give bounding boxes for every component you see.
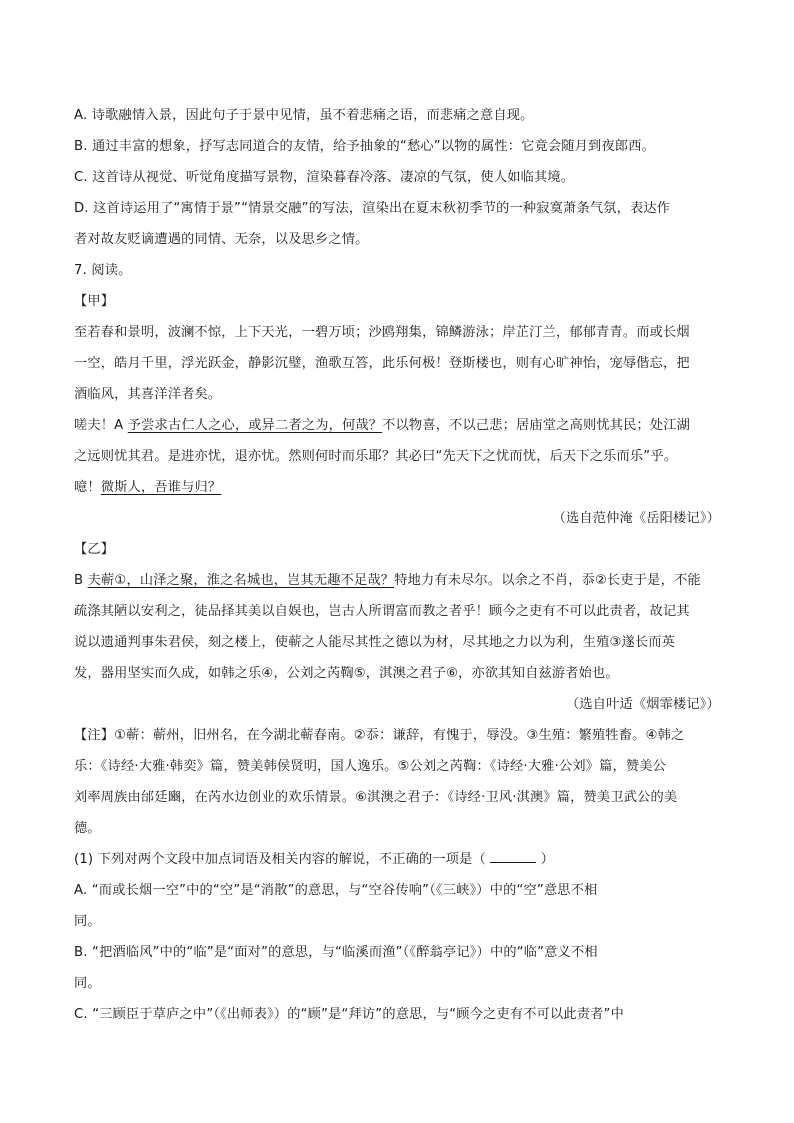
text-line: A. “而或长烟一空”中的“空”是“消散”的意思，与“空谷传响”（《三峡》）中的“空”意思不相 <box>74 883 598 898</box>
underlined-segment: 夫蕲①，山泽之聚，淮之名城也，岂其无趣不足哉？ <box>87 573 395 588</box>
text-line: 疏涤其陋以安利之，徒品择其美以自娱也，岂古人所谓富而教之者乎！顾今之吏有不可以此责者，故记其 <box>74 604 690 619</box>
text-segment: 噫！ <box>74 480 101 495</box>
text-line: 刘率周族由邰廷豳，在芮水边创业的欢乐情景。⑥淇澳之君子：《诗经·卫风·淇澳》篇，赞美卫武公的美 <box>74 790 678 805</box>
text-line: 一空，皓月千里，浮光跃金，静影沉璧，渔歌互答，此乐何极！登斯楼也，则有心旷神怡，宠辱偕忘，把 <box>74 356 690 371</box>
text-segment: 嗟夫！A <box>74 418 128 433</box>
text-line: 者对故友贬谪遭遇的同情、无奈，以及思乡之情。 <box>74 232 369 247</box>
text-line: 【甲】 <box>74 294 115 309</box>
text-line <box>74 565 720 596</box>
text-segment: ） <box>536 852 555 867</box>
text-line: 发，器用坚实而久成，如韩之乐④，公刘之芮鞫⑤，淇澳之君子⑥，亦欲其知自兹游者始也。 <box>74 666 619 681</box>
text-line: 酒临风，其喜洋洋者矣。 <box>74 387 222 402</box>
text-line: 德。 <box>74 821 101 836</box>
text-line: B. “把酒临风”中的“临”是“面对”的意思，与“临溪而渔”（《醉翁亭记》）中的“临”意义不相 <box>74 945 598 960</box>
text-line: 之远则忧其君。是进亦忧，退亦忧。然则何时而乐耶？其必曰“先天下之忧而忧，后天下之乐而乐”乎。 <box>74 449 678 464</box>
text-line: C. 这首诗从视觉、听觉角度描写景物，渲染暮春冷落、凄凉的气氛，使人如临其境。 <box>74 170 575 185</box>
underlined-segment: 微斯人，吾谁与归？ <box>100 480 222 495</box>
text-segment: 不以物喜，不以己悲；居庙堂之高则忧其民；处江湖 <box>382 418 691 433</box>
text-line: 【注】①蕲：蕲州，旧州名，在今湖北蕲春南。②忝：谦辞，有愧于，辱没。③生殖：繁殖牲畜。④韩之 <box>74 728 685 743</box>
document-body <box>74 100 720 1030</box>
text-line: 同。 <box>74 976 101 991</box>
text-line <box>74 844 720 875</box>
text-segment: B <box>74 573 88 588</box>
text-line: 同。 <box>74 914 101 929</box>
text-line: C. “三顾臣于草庐之中”（《出师表》）的“顾”是“拜访”的意思，与“顾今之吏有不可以此责者”中 <box>74 1007 624 1022</box>
answer-blank <box>490 848 536 863</box>
text-line: B. 通过丰富的想象，抒写志同道合的友情，给予抽象的“愁心”以物的属性：它竟会随月到夜郎西。 <box>74 139 655 154</box>
text-line: D. 这首诗运用了“寓情于景”“情景交融”的写法，渲染出在夏末秋初季节的一种寂寞萧条气氛，表达作 <box>74 201 671 216</box>
underlined-segment: 予尝求古仁人之心，或异二者之为，何哉？ <box>127 418 383 433</box>
text-line <box>74 410 720 441</box>
source-citation: （选自叶适《烟霏楼记》） <box>565 697 720 712</box>
source-citation: （选自范仲淹《岳阳楼记》） <box>552 511 720 526</box>
text-line: 说以遗通判事朱君侯，刻之楼上，使蕲之人能尽其性之德以为材，尽其地之力以为利，生殖③遂长而英 <box>74 635 676 650</box>
text-line: 7. 阅读。 <box>74 263 132 278</box>
text-line: 至若春和景明，波澜不惊，上下天光，一碧万顷；沙鸥翔集，锦鳞游泳；岸芷汀兰，郁郁青青。而或长烟 <box>74 325 690 340</box>
text-line <box>74 472 720 503</box>
text-line: A. 诗歌融情入景，因此句子于景中见情，虽不着悲痛之语，而悲痛之意自现。 <box>74 108 534 123</box>
text-line: 【乙】 <box>74 542 115 557</box>
text-segment: 特地力有未尽尔。以余之不肖，忝②长吏于是，不能 <box>394 573 701 588</box>
text-line: 乐：《诗经·大雅·韩奕》篇，赞美韩侯贤明，国人逸乐。⑤公刘之芮鞫：《诗经·大雅·公刘》篇，赞美公 <box>74 759 667 774</box>
text-segment: (1) 下列对两个文段中加点词语及相关内容的解说，不正确的一项是（ <box>74 852 491 867</box>
